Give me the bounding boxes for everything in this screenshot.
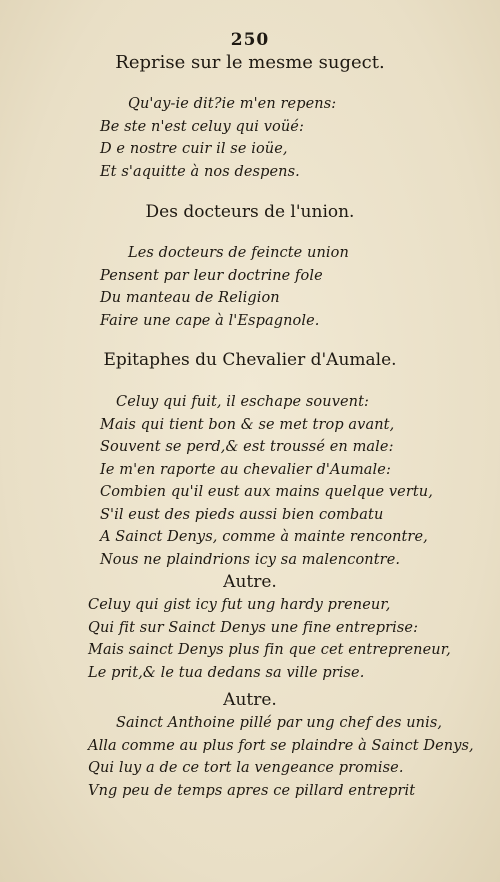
- verse-line: Ie m'en raporte au chevalier d'Aumale:: [100, 461, 391, 478]
- verse-line: A Sainct Denys, comme à mainte rencontre,: [100, 529, 428, 545]
- verse-line: Mais sainct Denys plus fin que cet entrepreneur,: [88, 642, 451, 658]
- poem-3: [88, 391, 433, 571]
- page-number: 250: [230, 30, 270, 50]
- verse-line: Be ste n'est celuy qui voüé:: [100, 118, 304, 135]
- verse-line: Vng peu de temps apres ce pillard entreprit: [88, 782, 416, 799]
- poem-1: [100, 93, 336, 183]
- verse-line: Faire une cape à l'Espagnole.: [100, 312, 320, 329]
- verse-line: Les docteurs de feincte union: [128, 245, 349, 261]
- poem-2: [100, 242, 349, 332]
- verse-line: Combien qu'il eust aux mains quelque vertu,: [100, 484, 433, 500]
- verse-line: Qui luy a de ce tort la vengeance promise.: [88, 760, 404, 776]
- verse-line: Qu'ay-ie dit?ie m'en repens:: [128, 96, 337, 112]
- running-head: Reprise sur le mesme sugect.: [115, 52, 385, 73]
- verse-line: Mais qui tient bon & se met trop avant,: [100, 416, 395, 433]
- verse-line: D e nostre cuir il se ioüe,: [100, 141, 288, 157]
- verse-line: Du manteau de Religion: [100, 290, 280, 306]
- poem-heading: Des docteurs de l'union.: [145, 202, 355, 222]
- verse-line: Alla comme au plus fort se plaindre à Sainct Denys,: [88, 737, 474, 754]
- verse-line: S'il eust des pieds aussi bien combatu: [100, 506, 384, 523]
- verse-line: Celuy qui fuit, il eschape souvent:: [116, 394, 370, 410]
- verse-line: Souvent se perd,& est troussé en male:: [100, 439, 394, 455]
- poem-4: [88, 594, 451, 684]
- verse-line: Celuy qui gist icy fut ung hardy preneur,: [88, 597, 391, 613]
- verse-line: Nous ne plaindrions icy sa malencontre.: [100, 551, 401, 568]
- verse-line: Sainct Anthoine pillé par ung chef des unis,: [116, 715, 443, 731]
- poem-heading: Epitaphes du Chevalier d'Aumale.: [103, 350, 397, 370]
- verse-line: Pensent par leur doctrine fole: [100, 267, 323, 284]
- poem-heading: Autre.: [223, 690, 277, 710]
- verse-line: Qui fit sur Sainct Denys une fine entreprise:: [88, 619, 419, 636]
- poem-5: [88, 712, 474, 802]
- verse-line: Le prit,& le tua dedans sa ville prise.: [88, 664, 365, 681]
- verse-line: Et s'aquitte à nos despens.: [100, 163, 300, 180]
- poem-heading: Autre.: [223, 572, 277, 592]
